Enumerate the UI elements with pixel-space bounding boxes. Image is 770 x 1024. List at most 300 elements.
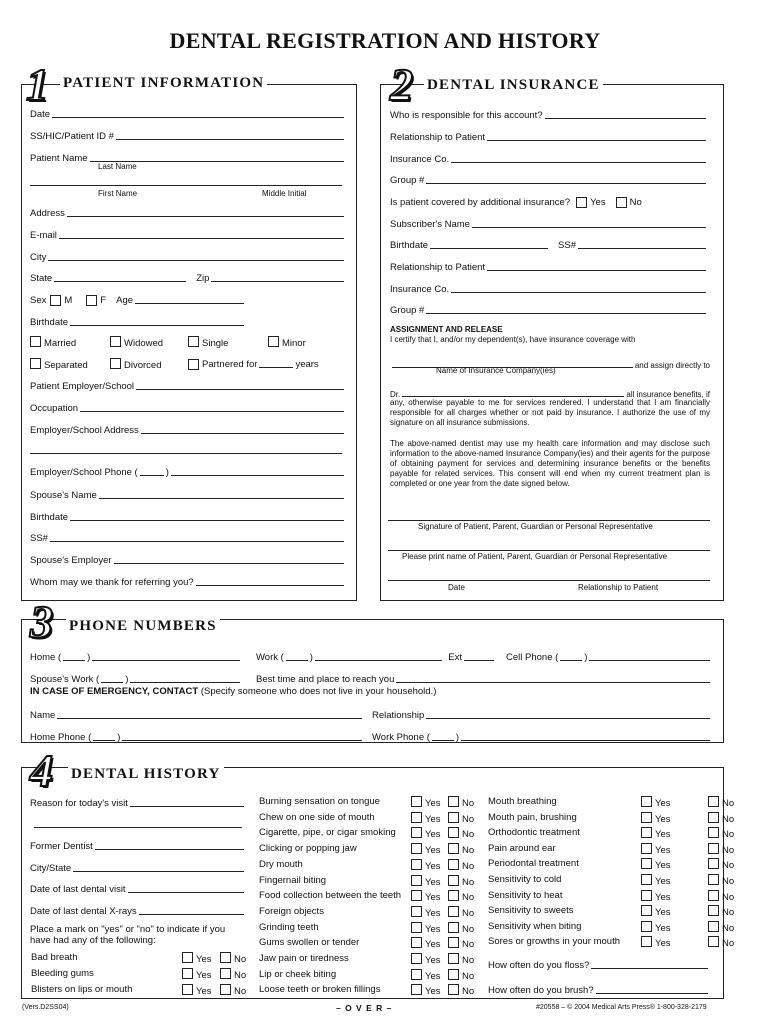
yes-label: Yes [655, 891, 671, 903]
history-item-label: Cigarette, pipe, or cigar smoking [259, 827, 396, 839]
history-item-yes-option[interactable] [641, 827, 671, 840]
cell-phone-field[interactable] [589, 659, 710, 661]
history-item-yes-option[interactable] [411, 906, 441, 919]
sex-m-label: M [64, 295, 73, 306]
history-item-yes-option[interactable] [182, 968, 212, 981]
relationship-to-patient-caption: Relationship to Patient [578, 583, 659, 592]
emergency-home-field[interactable] [122, 739, 362, 741]
history-item-no-option[interactable] [448, 953, 474, 966]
insurance-co-label: Insurance Co. [390, 154, 450, 165]
minor-checkbox[interactable] [268, 336, 279, 347]
date-label: Date [30, 109, 51, 120]
history-item-label: Bad breath [31, 952, 78, 963]
no-checkbox[interactable] [448, 953, 459, 964]
yes-checkbox[interactable] [641, 921, 652, 932]
yes-checkbox[interactable] [641, 843, 652, 854]
yes-label: Yes [425, 986, 441, 998]
no-label: No [462, 798, 475, 809]
history-item-no-option[interactable] [708, 936, 734, 949]
history-item-no-option[interactable] [448, 827, 474, 840]
yes-label: Yes [655, 876, 671, 887]
cell-area-field[interactable] [560, 659, 582, 661]
married-checkbox[interactable] [30, 336, 41, 347]
last-xray-label: Date of last dental X-rays [30, 906, 137, 917]
minor-option[interactable] [268, 336, 306, 349]
separated-checkbox[interactable] [30, 358, 41, 369]
cell-phone-label: Cell Phone ( [506, 652, 559, 663]
no-label: No [462, 970, 475, 982]
city-field[interactable] [48, 259, 344, 261]
history-item-no-option[interactable] [448, 984, 474, 997]
group2-label: Group # [390, 305, 425, 316]
spouse-birthdate-label: Birthdate [30, 512, 69, 523]
best-time-field[interactable] [396, 681, 710, 683]
history-item-yes-option[interactable] [641, 858, 671, 871]
yes-checkbox[interactable] [411, 906, 422, 917]
section-title-patient-information: PATIENT INFORMATION [60, 75, 267, 92]
section-number-4: 4 [30, 745, 53, 796]
history-item-yes-option[interactable] [411, 953, 441, 966]
last-xray-field[interactable] [139, 913, 244, 915]
yes-checkbox[interactable] [411, 922, 422, 933]
no-label: No [462, 845, 475, 857]
emergency-work-area-field[interactable] [432, 739, 454, 741]
divorced-option[interactable] [110, 358, 162, 371]
no-label: No [462, 923, 475, 935]
history-item-no-option[interactable] [708, 796, 734, 809]
version-code: (Vers.D2SS04) [22, 1004, 69, 1011]
divorced-checkbox[interactable] [110, 358, 121, 369]
spouse-work-label: Spouse's Work ( [30, 674, 100, 685]
history-item-no-option[interactable] [708, 874, 734, 887]
spouse-ss-field[interactable] [50, 540, 344, 542]
yes-no-instruction: Place a mark on "yes" or "no" to indicate if you have had any of the following: [30, 924, 226, 946]
no-checkbox[interactable] [708, 936, 719, 947]
yes-label: Yes [196, 969, 212, 981]
history-item-label: Gums swollen or tender [259, 937, 360, 949]
yes-label: Yes [655, 813, 671, 825]
no-checkbox[interactable] [448, 890, 459, 901]
no-label: No [722, 938, 735, 950]
last-visit-field[interactable] [128, 891, 244, 893]
subscriber-label: Subscriber's Name [390, 219, 470, 230]
spouse-employer-field[interactable] [114, 562, 344, 564]
history-item-yes-option[interactable] [641, 796, 671, 809]
spouse-name-field[interactable] [99, 497, 344, 499]
history-item-yes-option[interactable] [411, 984, 441, 997]
history-item-no-option[interactable] [708, 858, 734, 871]
history-item-yes-option[interactable] [411, 812, 441, 825]
history-item-yes-option[interactable] [411, 796, 441, 809]
state-label: State [30, 273, 53, 284]
history-item-no-option[interactable] [708, 905, 734, 918]
no-label: No [462, 907, 475, 919]
address-field[interactable] [67, 215, 344, 217]
additional-yes-checkbox[interactable] [576, 197, 587, 208]
yes-checkbox[interactable] [641, 905, 652, 916]
history-item-label: Lip or cheek biting [259, 968, 337, 980]
city-label: City [30, 252, 47, 263]
history-item-yes-option[interactable] [182, 984, 212, 997]
spouse-work-area-field[interactable] [101, 681, 123, 683]
single-option[interactable] [188, 336, 228, 349]
history-item-yes-option[interactable] [641, 890, 671, 903]
no-label: No [722, 860, 735, 872]
brush-field[interactable] [596, 992, 708, 994]
employer-field[interactable] [136, 388, 344, 390]
yes-checkbox[interactable] [411, 953, 422, 964]
history-item-label: Mouth pain, brushing [488, 811, 577, 823]
history-item-no-option[interactable] [448, 890, 474, 903]
relationship2-label: Relationship to Patient [390, 262, 486, 273]
no-checkbox[interactable] [448, 937, 459, 948]
yes-label: Yes [425, 907, 441, 919]
yes-label: Yes [425, 798, 441, 809]
additional-yes-label: Yes [590, 197, 606, 208]
referral-label: Whom may we thank for referring you? [30, 577, 194, 588]
no-checkbox[interactable] [220, 952, 231, 963]
no-checkbox[interactable] [708, 905, 719, 916]
date-relationship-field[interactable] [388, 580, 710, 581]
group2-field[interactable] [426, 312, 706, 314]
group-field[interactable] [426, 182, 706, 184]
history-item-yes-option[interactable] [411, 890, 441, 903]
best-time-label: Best time and place to reach you [256, 674, 395, 685]
emergency-contact-heading [30, 686, 436, 697]
employer-phone-field[interactable] [171, 474, 344, 476]
no-checkbox[interactable] [448, 906, 459, 917]
employer-phone-area-field[interactable] [140, 474, 164, 476]
reason-field[interactable] [130, 805, 244, 807]
employer-address-line2[interactable] [30, 453, 342, 454]
separated-option[interactable] [30, 358, 88, 371]
relationship-field[interactable] [487, 139, 706, 141]
no-checkbox[interactable] [448, 969, 459, 980]
no-checkbox[interactable] [708, 843, 719, 854]
over-label: – O V E R – [336, 1003, 393, 1013]
yes-checkbox[interactable] [411, 796, 422, 807]
yes-label: Yes [655, 907, 671, 919]
yes-checkbox[interactable] [641, 796, 652, 807]
brush-label: How often do you brush? [488, 985, 594, 996]
floss-field[interactable] [591, 967, 708, 969]
spouse-birthdate-field[interactable] [70, 519, 344, 521]
yes-label: Yes [655, 798, 671, 809]
single-label: Single [202, 338, 229, 349]
yes-checkbox[interactable] [411, 937, 422, 948]
no-checkbox[interactable] [708, 874, 719, 885]
print-name-field[interactable] [388, 550, 710, 551]
section-title-phone-numbers: PHONE NUMBERS [66, 618, 220, 635]
history-item-label: Sensitivity when biting [488, 920, 582, 932]
state-field[interactable] [54, 280, 186, 282]
responsible-label: Who is responsible for this account? [390, 110, 543, 121]
history-item-no-option[interactable] [448, 859, 474, 872]
history-item-no-option[interactable] [708, 921, 734, 934]
no-checkbox[interactable] [708, 858, 719, 869]
history-item-no-option[interactable] [708, 812, 734, 825]
history-item-no-option[interactable] [448, 969, 474, 982]
home-area-field[interactable] [63, 659, 85, 661]
history-item-label: Pain around ear [488, 842, 556, 854]
history-item-no-option[interactable] [220, 952, 246, 965]
history-item-yes-option[interactable] [641, 843, 671, 856]
history-item-label: Sores or growths in your mouth [488, 936, 621, 948]
section-number-1: 1 [26, 59, 49, 110]
widowed-checkbox[interactable] [110, 336, 121, 347]
history-item-no-option[interactable] [448, 937, 474, 950]
yes-checkbox[interactable] [411, 890, 422, 901]
history-item-yes-option[interactable] [641, 905, 671, 918]
emergency-work-field[interactable] [461, 739, 710, 741]
work-phone-field[interactable] [315, 659, 442, 661]
yes-label: Yes [655, 844, 671, 856]
no-checkbox[interactable] [220, 984, 231, 995]
no-label: No [722, 891, 735, 903]
additional-no-checkbox[interactable] [616, 197, 627, 208]
history-item-yes-option[interactable] [411, 937, 441, 950]
no-label: No [462, 876, 475, 888]
no-checkbox[interactable] [448, 827, 459, 838]
no-label: No [462, 813, 475, 825]
middle-initial-caption: Middle Initial [262, 189, 307, 198]
yes-checkbox[interactable] [411, 827, 422, 838]
spouse-ss-label: SS# [30, 533, 48, 544]
history-item-yes-option[interactable] [641, 812, 671, 825]
zip-field[interactable] [211, 280, 344, 282]
employer-label: Patient Employer/School [30, 381, 135, 392]
history-item-yes-option[interactable] [411, 875, 441, 888]
email-field[interactable] [59, 237, 344, 239]
history-item-label: Sensitivity to sweets [488, 905, 574, 917]
no-label: No [462, 829, 475, 841]
history-item-label: Fingernail biting [259, 874, 327, 886]
date-field[interactable] [52, 116, 344, 118]
history-item-yes-option[interactable] [411, 969, 441, 982]
history-item-label: Clicking or popping jaw [259, 843, 357, 855]
group-label: Group # [390, 175, 425, 186]
subscriber-ss-label: SS# [558, 240, 576, 251]
no-label: No [462, 955, 475, 966]
no-checkbox[interactable] [708, 812, 719, 823]
yes-checkbox[interactable] [411, 859, 422, 870]
history-item-yes-option[interactable] [411, 859, 441, 872]
signature-field[interactable] [388, 520, 710, 521]
emergency-home-label: Home Phone ( [30, 732, 92, 743]
yes-label: Yes [196, 985, 212, 997]
yes-checkbox[interactable] [641, 874, 652, 885]
no-checkbox[interactable] [448, 859, 459, 870]
yes-checkbox[interactable] [411, 969, 422, 980]
no-label: No [462, 986, 475, 998]
age-field[interactable] [135, 302, 244, 304]
work-area-field[interactable] [286, 659, 308, 661]
subscriber-field[interactable] [472, 226, 706, 228]
city-state-label: City/State [30, 863, 72, 874]
yes-label: Yes [425, 860, 441, 872]
occupation-field[interactable] [80, 410, 344, 412]
history-item-no-option[interactable] [448, 812, 474, 825]
partnered-checkbox[interactable] [188, 359, 199, 370]
no-label: No [234, 969, 247, 981]
home-phone-label: Home ( [30, 652, 62, 663]
ext-label: Ext [448, 652, 462, 663]
history-item-yes-option[interactable] [411, 922, 441, 935]
responsible-field[interactable] [545, 117, 706, 119]
birthdate-label: Birthdate [30, 317, 69, 328]
history-item-label: Sensitivity to heat [488, 889, 563, 901]
section-title-dental-history: DENTAL HISTORY [68, 766, 224, 783]
city-state-field[interactable] [73, 870, 244, 872]
history-item-yes-option[interactable] [411, 843, 441, 856]
yes-label: Yes [655, 860, 671, 872]
history-item-no-option[interactable] [708, 890, 734, 903]
occupation-label: Occupation [30, 403, 79, 414]
spouse-work-close: ) [125, 674, 129, 685]
history-item-yes-option[interactable] [641, 936, 671, 949]
emergency-name-field[interactable] [57, 717, 362, 719]
spouse-name-label: Spouse's Name [30, 490, 97, 501]
yes-checkbox[interactable] [641, 936, 652, 947]
home-phone-field[interactable] [92, 659, 240, 661]
emergency-work-label: Work Phone ( [372, 732, 430, 743]
history-item-label: Burning sensation on tongue [259, 796, 380, 807]
history-item-no-option[interactable] [448, 922, 474, 935]
relationship2-field[interactable] [487, 269, 706, 271]
history-item-label: Sensitivity to cold [488, 874, 562, 885]
sex-f-checkbox[interactable] [86, 295, 97, 306]
yes-checkbox[interactable] [411, 875, 422, 886]
yes-checkbox[interactable] [411, 843, 422, 854]
widowed-label: Widowed [124, 338, 164, 349]
no-checkbox[interactable] [448, 796, 459, 807]
birthdate-field[interactable] [70, 324, 244, 326]
former-dentist-field[interactable] [95, 848, 244, 850]
reason-field-line2[interactable] [34, 827, 242, 828]
history-item-label: Dry mouth [259, 858, 303, 870]
no-label: No [722, 798, 735, 809]
no-label: No [462, 939, 475, 951]
history-item-label: Orthodontic treatment [488, 827, 580, 839]
married-label: Married [44, 338, 77, 349]
history-item-yes-option[interactable] [641, 874, 671, 887]
sex-m-checkbox[interactable] [50, 295, 61, 306]
yes-checkbox[interactable] [182, 968, 193, 979]
separated-label: Separated [44, 360, 88, 371]
form-title: DENTAL REGISTRATION AND HISTORY [169, 28, 601, 53]
years-label: years [295, 359, 319, 370]
section-number-3: 3 [30, 596, 53, 647]
no-checkbox[interactable] [448, 875, 459, 886]
emergency-home-area-field[interactable] [93, 739, 115, 741]
yes-checkbox[interactable] [641, 890, 652, 901]
yes-checkbox[interactable] [641, 827, 652, 838]
name-of-insurance-caption: Name of Insurance Company(ies) [436, 366, 556, 375]
no-checkbox[interactable] [448, 812, 459, 823]
no-label: No [722, 876, 735, 887]
referral-field[interactable] [196, 584, 344, 586]
patient-id-field[interactable] [116, 138, 344, 140]
no-checkbox[interactable] [708, 827, 719, 838]
no-label: No [722, 829, 735, 841]
history-item-label: Jaw pain or tiredness [259, 953, 349, 964]
section-number-2: 2 [390, 59, 413, 110]
history-item-yes-option[interactable] [411, 827, 441, 840]
dentist-name-field[interactable] [402, 395, 624, 397]
floss-label: How often do you floss? [488, 960, 590, 971]
history-item-no-option[interactable] [708, 843, 734, 856]
history-item-yes-option[interactable] [182, 952, 212, 965]
yes-checkbox[interactable] [411, 812, 422, 823]
signature-date-caption: Date [448, 583, 465, 592]
partnered-years-field[interactable] [259, 366, 293, 368]
no-checkbox[interactable] [708, 890, 719, 901]
history-item-no-option[interactable] [708, 827, 734, 840]
no-checkbox[interactable] [708, 921, 719, 932]
history-item-label: Food collection between the teeth [259, 890, 402, 902]
history-item-no-option[interactable] [220, 984, 246, 997]
patient-name-label: Patient Name [30, 153, 88, 164]
first-name-field[interactable] [30, 185, 342, 186]
insurance-co-field[interactable] [451, 161, 706, 163]
single-checkbox[interactable] [188, 336, 199, 347]
no-checkbox[interactable] [708, 796, 719, 807]
copyright-text: #20558 – © 2004 Medical Arts Press® 1-800-328-2179 [536, 1004, 707, 1011]
no-checkbox[interactable] [448, 922, 459, 933]
subscriber-ss-field[interactable] [578, 247, 706, 249]
sex-label: Sex [30, 295, 47, 306]
subscriber-birthdate-field[interactable] [430, 247, 548, 249]
ext-field[interactable] [464, 659, 494, 661]
yes-checkbox[interactable] [182, 984, 193, 995]
no-label: No [462, 892, 475, 904]
employer-phone-label: Employer/School Phone ( [30, 467, 138, 478]
work-phone-label: Work ( [256, 652, 284, 663]
no-checkbox[interactable] [448, 843, 459, 854]
yes-checkbox[interactable] [411, 984, 422, 995]
yes-checkbox[interactable] [182, 952, 193, 963]
no-checkbox[interactable] [220, 968, 231, 979]
no-label: No [234, 954, 247, 965]
insurance-co2-field[interactable] [451, 291, 706, 293]
employer-address-field[interactable] [141, 432, 344, 434]
no-label: No [722, 922, 735, 934]
emergency-home-close: ) [117, 732, 121, 743]
no-label: No [722, 813, 735, 825]
yes-label: Yes [655, 829, 671, 841]
married-option[interactable] [30, 336, 76, 349]
history-item-no-option[interactable] [448, 875, 474, 888]
history-item-no-option[interactable] [448, 843, 474, 856]
history-item-no-option[interactable] [448, 796, 474, 809]
signature-caption: Signature of Patient, Parent, Guardian or Personal Representative [418, 522, 653, 531]
yes-checkbox[interactable] [641, 858, 652, 869]
spouse-work-field[interactable] [130, 681, 240, 683]
history-item-yes-option[interactable] [641, 921, 671, 934]
divorced-label: Divorced [124, 360, 162, 371]
yes-checkbox[interactable] [641, 812, 652, 823]
history-item-no-option[interactable] [220, 968, 246, 981]
employer-address-label: Employer/School Address [30, 425, 139, 436]
no-label: No [722, 844, 735, 856]
yes-label: Yes [425, 876, 441, 888]
work-close: ) [309, 652, 313, 663]
widowed-option[interactable] [110, 336, 163, 349]
emergency-relationship-field[interactable] [426, 717, 710, 719]
no-checkbox[interactable] [448, 984, 459, 995]
cell-close: ) [584, 652, 588, 663]
history-item-no-option[interactable] [448, 906, 474, 919]
